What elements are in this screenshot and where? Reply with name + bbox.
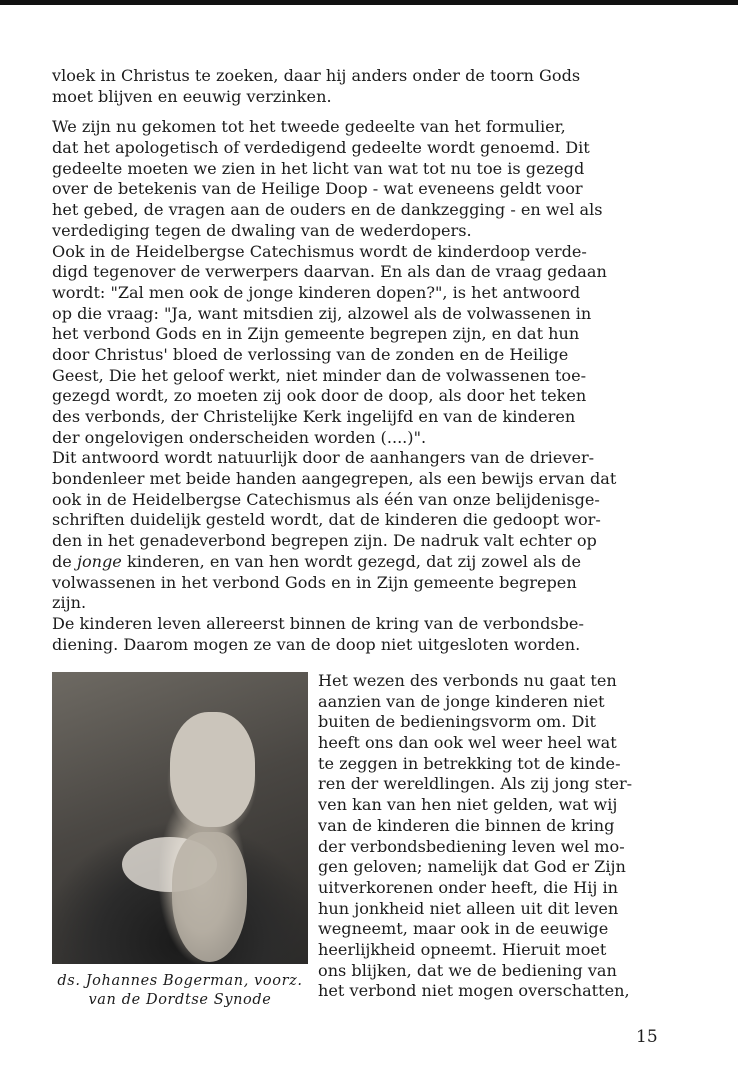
photo-caption (52, 972, 308, 1010)
column-line: Het wezen des verbonds nu gaat ten (318, 671, 617, 690)
caption-line-2: van de Dordtse Synode (88, 992, 272, 1008)
column-line: ven kan van hen niet gelden, wat wij (318, 795, 618, 815)
column-line: van de kinderen die binnen de kring (318, 815, 615, 835)
column-line: het verbond niet mogen overschatten, (318, 981, 630, 1001)
portrait-beard (172, 832, 247, 962)
column-line: wegneemt, maar ook in de eeuwige (318, 919, 609, 939)
text-line: ook in de Heidelbergse Catechismus als één van onze belijdenisge- (52, 489, 600, 509)
text-line: den in het genadeverbond begrepen zijn. De nadruk valt echter op (52, 531, 597, 551)
portrait-photo (52, 672, 308, 964)
text-line: diening. Daarom mogen ze van de doop niet uitgesloten worden. (52, 634, 581, 654)
text-line: gedeelte moeten we zien in het licht van wat tot nu toe is gezegd (52, 158, 585, 178)
text-line: moet blijven en eeuwig verzinken. (52, 86, 332, 106)
column-line: gen geloven; namelijk dat God er Zijn (318, 857, 626, 877)
text-line: We zijn nu gekomen tot het tweede gedeelte van het formulier, (52, 117, 566, 137)
column-line: ren der wereldlingen. Als zij jong ster- (318, 774, 633, 794)
text-line: gezegd wordt, zo moeten zij ook door de doop, als door het teken (52, 386, 587, 406)
text-line: wordt: "Zal men ook de jonge kinderen dopen?", is het antwoord (52, 282, 581, 302)
column-line: ons blijken, dat we de bediening van (318, 960, 617, 980)
text-line: Geest, Die het geloof werkt, niet minder dan de volwassenen toe- (52, 365, 587, 385)
portrait-head (170, 712, 255, 827)
text-run: de (52, 551, 77, 571)
text-line: dat het apologetisch of verdedigend gedeelte wordt genoemd. Dit (52, 138, 590, 158)
text-line: De kinderen leven allereerst binnen de kring van de verbondsbe- (52, 613, 584, 633)
top-rule (0, 0, 738, 5)
text-run: kinderen, en van hen wordt gezegd, dat zij zowel als de (121, 551, 581, 571)
text-line: het verbond Gods en in Zijn gemeente begrepen zijn, en dat hun (52, 324, 580, 344)
text-line: bondenleer met beide handen aangegrepen, als een bewijs ervan dat (52, 469, 617, 489)
column-line: der verbondsbediening leven wel mo- (318, 836, 625, 856)
caption-line-1: ds. Johannes Bogerman, voorz. (57, 973, 303, 989)
text-line: zijn. (52, 593, 87, 613)
page-number: 15 (636, 1027, 658, 1047)
text-line: vloek in Christus te zoeken, daar hij anders onder de toorn Gods (52, 66, 581, 85)
body-text (52, 66, 672, 655)
column-line: heeft ons dan ook wel weer heel wat (318, 733, 617, 753)
column-line: te zeggen in betrekking tot de kinde- (318, 753, 621, 773)
text-line: schriften duidelijk gesteld wordt, dat de kinderen die gedoopt wor- (52, 510, 601, 530)
text-line: digd tegenover de verwerpers daarvan. En als dan de vraag gedaan (52, 262, 607, 282)
text-line: het gebed, de vragen aan de ouders en de dankzegging - en wel als (52, 200, 603, 220)
text-line: op die vraag: "Ja, want mitsdien zij, alzowel als de volwassenen in (52, 303, 592, 323)
column-text (318, 671, 678, 1002)
column-line: heerlijkheid opneemt. Hieruit moet (318, 939, 607, 959)
text-line: door Christus' bloed de verlossing van de zonden en de Heilige (52, 344, 569, 364)
text-line: des verbonds, der Christelijke Kerk ingelijfd en van de kinderen (52, 407, 576, 426)
text-line (52, 552, 672, 573)
text-line: der ongelovigen onderscheiden worden (....)". (52, 427, 427, 447)
text-line: volwassenen in het verbond Gods en in Zijn gemeente begrepen (52, 572, 577, 592)
text-line: Ook in de Heidelbergse Catechismus wordt de kinderdoop verde- (52, 241, 587, 261)
column-line: aanzien van de jonge kinderen niet (318, 691, 605, 711)
text-line: verdediging tegen de dwaling van de wederdopers. (52, 220, 472, 240)
column-line: hun jonkheid niet alleen uit dit leven (318, 898, 619, 918)
paragraph-gap (52, 107, 672, 117)
column-line: buiten de bedieningsvorm om. Dit (318, 712, 597, 732)
text-line: over de betekenis van de Heilige Doop - wat eveneens geldt voor (52, 179, 583, 199)
text-line: Dit antwoord wordt natuurlijk door de aanhangers van de driever- (52, 448, 595, 468)
italic-emphasis: jonge (76, 551, 122, 571)
column-line: uitverkorenen onder heeft, die Hij in (318, 877, 618, 897)
